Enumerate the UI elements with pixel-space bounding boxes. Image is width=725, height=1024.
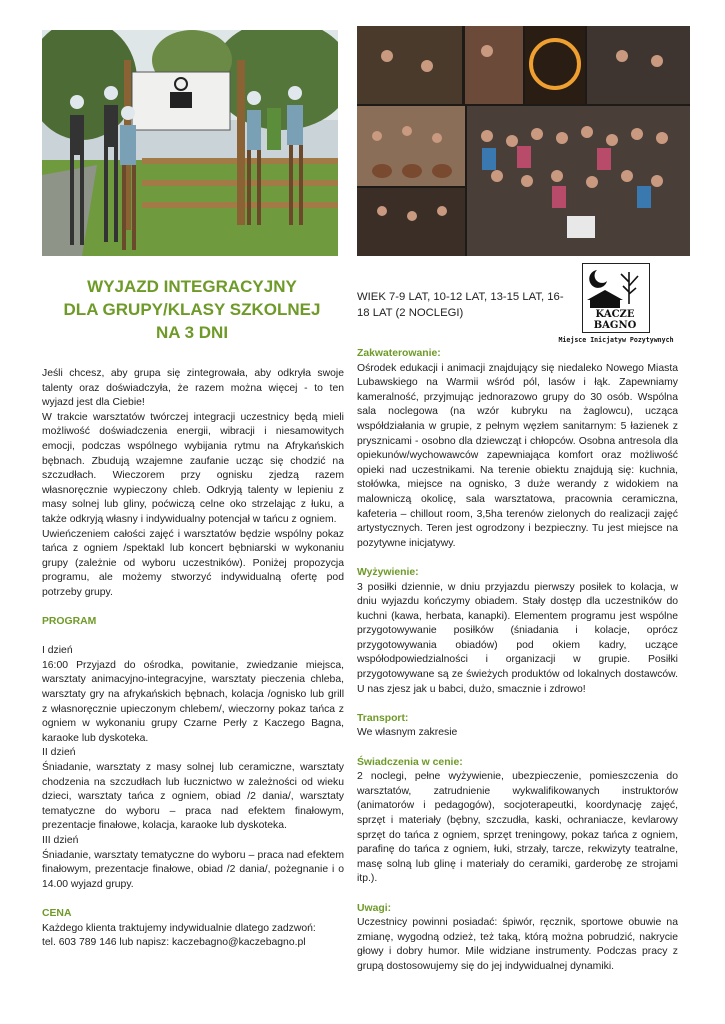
age-info: WIEK 7-9 LAT, 10-12 LAT, 13-15 LAT, 16-18 LAT (2 NOCLEGI) — [357, 291, 564, 319]
title-line-2: DLA GRUPY/KLASY SZKOLNEJ — [63, 300, 321, 319]
intro-paragraph-1: Jeśli chcesz, aby grupa się zintegrowała, aby odkryła swoje talenty oraz doświadczyła, że razem można więcej - to ten wyjazd jest dla Ciebie! — [42, 368, 344, 409]
logo-text-top: KACZE — [595, 309, 635, 320]
services-text: 2 noclegi, pełne wyżywienie, ubezpieczenie, pomieszczenia do warsztatów, zatrudnienie wykwalifikowanych instruktorów (animatorów i pedagogów), socjoterapeutki, koordynację zajęć, sprzęt i materiały (bębny, szczudła, kaski, ochraniacze, kevlarowy sprzęt do tańca z ogniem, sprzęt treningowy, pokaz tańca z ogniem, parafinę do tańca z ogniem, łuki, strzały, tarcze, rekwizyty teatralne, masę solną lub glinę i materiały do ceramiki, garderobę ze strojami itp.). — [357, 771, 678, 885]
title-line-3: NA 3 DNI — [155, 323, 229, 342]
intro-paragraph-3: Uwieńczeniem całości zajęć i warsztatów będzie wspólny pokaz tańca z ogniem /spektakl lub koncert bębniarski w wykonaniu grupy (zależnie od wyboru uczestników). Poniżej propozycja programu, ale możemy stworzyć indywidualną ofertę pod potrzeby grupy. — [42, 528, 344, 598]
right-column — [357, 347, 678, 975]
day3-heading: III dzień — [42, 835, 79, 846]
notes-text: Uczestnicy powinni posiadać: śpiwór, ręcznik, sportowe obuwie na zmianę, wygodną odzież, też taką, którą można pobrudzić, nakrycie głowy i dobry humor. Mile widziane instrumenty. Podczas pracy z grupą dostosowujemy się do jej indywidualnej dynamiki. — [357, 917, 678, 972]
kacze-bagno-logo — [549, 263, 683, 349]
notes-heading: Uwagi: — [357, 902, 392, 914]
day1-text: 16:00 Przyjazd do ośrodka, powitanie, zwiedzanie miejsca, warsztaty animacyjno-integracyjne, warsztaty pieczenia chleba, warsztaty gry na afrykańskich bębnach, kolacja /ognisko lub grill z własnoręcznie upieczonym chlebem/, wieczorny pokaz tańca z ogniem w wykonaniu grupy Czarne Perły z Kaczego Bagna, karaoke lub dyskoteka. — [42, 659, 344, 744]
price-text-1: Każdego klienta traktujemy indywidualnie dlatego zadzwoń: — [42, 922, 316, 934]
program-heading: PROGRAM — [42, 616, 97, 628]
activities-collage-photo — [357, 26, 690, 256]
price-text-2: tel. 603 789 146 lub napisz: kaczebagno@kaczebagno.pl — [42, 937, 306, 949]
title-line-1: WYJAZD INTEGRACYJNY — [87, 277, 297, 296]
logo-text-bottom: BAGNO — [593, 320, 637, 331]
page-title — [42, 275, 342, 344]
day2-text: Śniadanie, warsztaty z masy solnej lub ceramiczne, warsztaty chodzenia na szczudłach lub łucznictwo w zależności od wieku dzieci, warsztaty tańca z ogniem, obiad /2 dania/, warsztaty tematyczne do wyboru – praca nad efektem finałowym, prezentacje finałowe, kolacja, karaoke lub dyskoteka. — [42, 762, 344, 832]
accommodation-heading: Zakwaterowanie: — [357, 348, 441, 359]
logo-caption: Miejsce Inicjatyw Pozytywnych — [558, 336, 674, 344]
transport-text: We własnym zakresie — [357, 727, 458, 739]
day1-heading: I dzień — [42, 645, 73, 657]
transport-heading: Transport: — [357, 712, 409, 724]
left-column — [42, 367, 344, 951]
day2-heading: II dzień — [42, 747, 76, 759]
services-heading: Świadczenia w cenie: — [357, 756, 463, 768]
day3-text: Śniadanie, warsztaty tematyczne do wyboru – praca nad efektem finałowym, prezentacje finałowe, obiad /2 dania/, pożegnanie i o 14.00 wyjazd grupy. — [42, 849, 344, 890]
price-heading: CENA — [42, 907, 72, 919]
food-heading: Wyżywienie: — [357, 566, 419, 578]
intro-paragraph-2: W trakcie warsztatów twórczej integracji uczestnicy będą mieli możliwość doświadczenia energii, wibracji i niesamowitych emocji, podczas wspólnego wybijania rytmu na Afrykańskich bębnach. Zbudują wzajemne zaufanie ucząc się chodzić na szczudłach. Wieczorem przy ognisku zjedzą razem własnoręcznie wypieczony chleb. Odkryją talenty w lepieniu z masy solnej lub gliny, poćwiczą celne oko strzelając z łuku, a także odkryją własny i indywidualny potencjał w tańcu z ogniem. — [42, 411, 344, 525]
accommodation-text: Ośrodek edukacji i animacji znajdujący się niedaleko Nowego Miasta Lubawskiego na Warmii wśród pól, lasów i łąk. Zapewniamy kameralność, przyjmując jednorazowo grupy do 30 osób. Wspólna sala noclegowa (na wzór kubryku na żaglowcu), ucząca współdziałania w grupie, z pełnym węzłem sanitarnym: 5 łazienek z prysznicami - osobno dla dziewcząt i chłopców. Osobna antresola dla opiekunów/wychowawców zapewniająca komfort oraz możliwość opieki nad uczestnikami. Na terenie obiektu znajdują się: kuchnia, stołówka, miejsce na ognisko, 3 duże werandy z widokiem na malowniczą okolicę, sala warsztatowa, pracownia ceramiczna, kafeteria – chillout room, 3,5ha terenów zielonych do realizacji zajęć artystycznych. Teren jest ogrodzony i bezpieczny. Tu jest miejsce na pozytywne inicjatywy. — [357, 362, 678, 549]
stilts-photo — [42, 30, 338, 256]
food-text: 3 posiłki dziennie, w dniu przyjazdu pierwszy posiłek to kolacja, w dniu wyjazdu kończymy obiadem. Stały dostęp dla uczestników do kuchni (kawa, herbata, kanapki). Elementem programu jest wspólne przygotowywanie posiłków (śniadania i kolacje, oprócz przygotowywania obiadów) pod okiem kadry, uczące współodpowiedzialności i organizacji w grupie. Posiłki przygotowywane są ze świeżych produktów od lokalnych dostawców. U nas zjesz jak u babci, dużo, smacznie i zdrowo! — [357, 581, 678, 695]
logo-mark — [582, 263, 650, 333]
